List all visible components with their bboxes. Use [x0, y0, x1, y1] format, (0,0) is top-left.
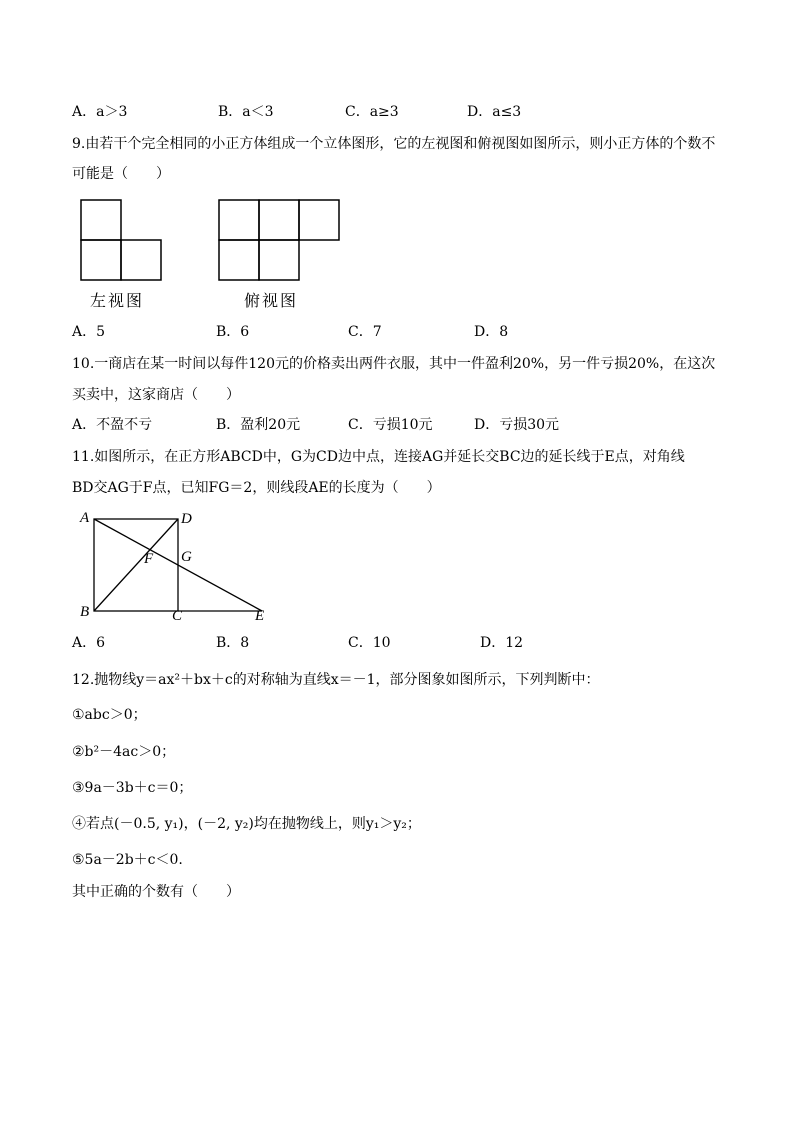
q8-option-b: B．a＜3 — [218, 104, 274, 120]
q11-option-b: B．8 — [216, 635, 250, 651]
q9-stem-line2: 可能是（ ） — [72, 166, 170, 182]
q9-option-a: A．5 — [72, 324, 106, 340]
q11-stem-line2: BD交AG于F点，已知FG＝2，则线段AE的长度为（ ） — [72, 480, 441, 496]
left-view-squares — [81, 200, 161, 280]
q11-option-a: A．6 — [72, 635, 106, 651]
q12-statement-4: ④若点(－0.5, y₁)，(－2, y₂)均在抛物线上，则y₁＞y₂； — [72, 816, 421, 832]
q10-option-d: D．亏损30元 — [474, 417, 560, 433]
q12-stem: 12.抛物线y＝ax²＋bx＋c的对称轴为直线x＝－1，部分图象如图所示，下列判断中： — [72, 672, 600, 688]
q12-statement-2: ②b²－4ac＞0； — [72, 744, 176, 760]
q9-option-c: C．7 — [348, 324, 382, 340]
q8-option-d: D．a≤3 — [467, 104, 522, 120]
q9-stem-line1: 9.由若干个完全相同的小正方体组成一个立体图形，它的左视图和俯视图如图所示，则小正方体的个数不 — [72, 136, 716, 152]
q9-option-d: D．8 — [474, 324, 509, 340]
q8-option-a: A．a＞3 — [72, 104, 128, 120]
q10-option-c: C．亏损10元 — [348, 417, 433, 433]
q11-stem-line1: 11.如图所示，在正方形ABCD中，G为CD边中点，连接AG并延长交BC边的延长线于E点，对角线 — [72, 449, 685, 465]
q9-option-b: B．6 — [216, 324, 250, 340]
top-view-caption: 俯视图 — [244, 291, 299, 310]
q11-figure — [74, 505, 284, 625]
q11-option-d: D．12 — [480, 635, 524, 651]
q10-option-a: A．不盈不亏 — [72, 417, 153, 433]
left-view-caption: 左视图 — [90, 291, 145, 310]
q8-option-c: C．a≥3 — [345, 104, 399, 120]
q12-closing: 其中正确的个数有（ ） — [72, 884, 240, 900]
label-a: A — [80, 510, 90, 526]
q10-stem-line2: 买卖中，这家商店（ ） — [72, 387, 240, 403]
label-b: B — [80, 604, 90, 620]
q11-option-c: C．10 — [348, 635, 391, 651]
top-view-squares — [219, 200, 339, 280]
q12-statement-3: ③9a－3b＋c＝0； — [72, 780, 193, 796]
diagonal-bd — [94, 519, 178, 611]
q10-stem-line1: 10.一商店在某一时间以每件120元的价格卖出两件衣服，其中一件盈利20%，另一件亏损20%，在这次 — [72, 356, 716, 372]
label-c: C — [172, 608, 183, 624]
label-g: G — [181, 549, 192, 565]
q10-option-b: B．盈利20元 — [216, 417, 301, 433]
label-d: D — [181, 511, 192, 527]
q12-statement-5: ⑤5a－2b＋c＜0. — [72, 852, 183, 868]
q12-statement-1: ①abc＞0； — [72, 707, 147, 723]
label-f: F — [144, 551, 154, 567]
label-e: E — [255, 608, 265, 624]
